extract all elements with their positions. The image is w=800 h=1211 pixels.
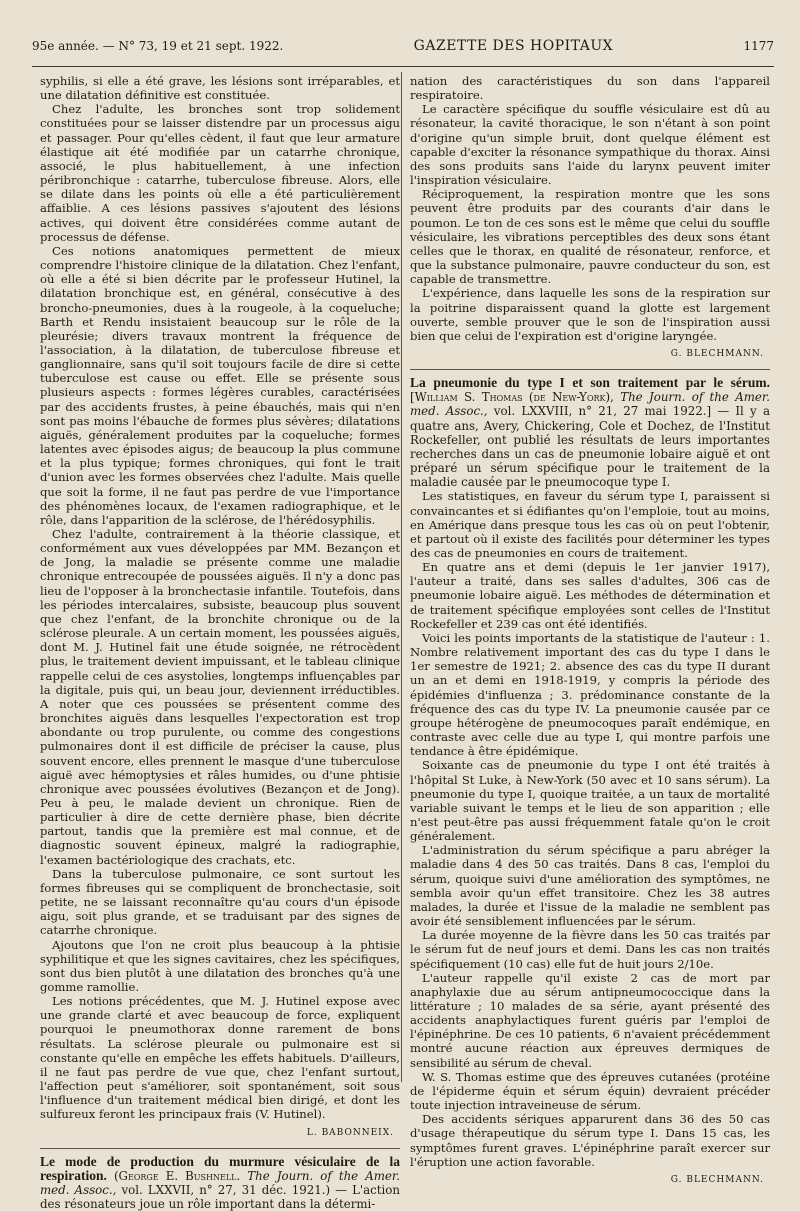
right-column: [410, 74, 770, 1195]
paragraph: L'auteur rappelle qu'il existe 2 cas de mort par anaphylaxie due au sérum antipneumococcique dans la littérature ; 10 malades de sa série, ayant présenté des accidents anaphylactiques furent guéris par l'emploi de l'épinéphrine. De ces 10 patients, 6 n'avaient précédemment montré aucune réaction aux épreuves dermiques de sensibilité au sérum de cheval.: [410, 970, 770, 1070]
paragraph: Ces notions anatomiques permettent de mieux comprendre l'histoire clinique de la dilatation. Chez l'enfant, où elle a été si bien décrite par le professeur Hutinel, la dilatation bronchique est, en général, consécutive à des broncho-pneumonies, dues à la rougeole, à la coqueluche; Barth et Rendu insistaient beaucoup sur le rôle de la pleurésie; divers travaux montrent la fréquence de l'association, à la dilatation, de tuberculose fibreuse et ganglionnaire, sans qu'il soit toujours facile de dire si cette tuberculose est cause ou effet. Elle se présente sous plusieurs aspects : formes légères curables, caractérisées par des accidents frustes, à peine ébauchés, mais qui n'en sont pas moins l'ébauche de formes plus sévères; dilatations aiguës, généralement produites par la coqueluche; formes latentes avec épisodes aigus; de beaucoup la plus commune et la plus typique; formes chroniques, qui font le trait d'union avec les formes observées chez l'adulte. Mais quelle que soit la forme, il ne faut pas perdre de vue l'importance des phénomènes locaux, de l'examen radiographique, et le rôle, dans l'apparition de la sclérose, de l'hérédosyphilis.: [40, 243, 400, 527]
paragraph: Le caractère spécifique du souffle vésiculaire est dû au résonateur, la cavité thoracique, le son n'étant à son point d'origine qu'un simple bruit, dont quelque élément est capable d'exciter la résonance sympathique du thorax. Ainsi des sons produits sans l'aide du larynx peuvent imiter l'inspiration vésiculaire.: [410, 102, 770, 188]
article-title: Le mode de production du murmure vésiculaire de la respiration.: [40, 1153, 400, 1183]
article-heading: [410, 376, 770, 489]
article-journal: The Journ. of the Amer. med. Assoc.,: [410, 390, 770, 419]
paragraph: syphilis, si elle a été grave, les lésions sont irréparables, et une dilatation définitive est constituée.: [40, 74, 400, 103]
article-citation: vol. LXXVIII, n° 21, 27 mai 1922.] — Il y a quatre ans, Avery, Chickering, Cole et Dochez, de l'Institut Rockefeller, ont publié les résultats de leurs importantes recherches dans un cas de pneumonie lobaire aiguë et ont préparé un sérum spécifique pour le traitement de la maladie causée par le pneumocoque type I.: [410, 404, 771, 490]
article-citation: vol. LXXVII, n° 27, 31 déc. 1921.) — L'action des résonateurs joue un rôle important dans la détermi-: [40, 1183, 400, 1211]
paragraph: Dans la tuberculose pulmonaire, ce sont surtout les formes fibreuses qui se compliquent de bronchectasie, soit petite, ne se laissant reconnaître qu'au cours d'un épisode aigu, soit plus grande, et se traduisant par des signes de catarrhe chronique.: [40, 866, 400, 938]
article-separator: [40, 1148, 400, 1149]
paragraph: Réciproquement, la respiration montre que les sons peuvent être produits par des courants d'air dans le poumon. Le ton de ces sons est le même que celui du souffle vésiculaire, les vibrations perceptibles des deux sons étant celles que le thorax, en qualité de résonateur, renforce, et que la substance pulmonaire, pauvre conducteur du son, est capable de transmettre.: [410, 187, 770, 287]
column-divider: [401, 72, 402, 1082]
paragraph: Les statistiques, en faveur du sérum type I, paraissent si convaincantes et si édifiantes qu'on l'emploie, tout au moins, en Amérique dans presque tous les cas où on peut l'obtenir, et partout où il existe des facilités pour déterminer les types des cas de pneumonies en cours de traitement.: [410, 489, 770, 560]
article-separator: [410, 369, 770, 370]
article-title: La pneumonie du type I et son traitement par le sérum.: [410, 375, 770, 391]
article-heading: [40, 1155, 400, 1211]
signature: G. BLECHMANN.: [670, 348, 764, 359]
page-number: 1177: [743, 39, 774, 53]
article-author: [William S. Thomas (de New-York),: [410, 390, 614, 405]
paragraph: Ajoutons que l'on ne croit plus beaucoup à la phtisie syphilitique et que les signes cavitaires, chez les spécifiques, sont dus bien plutôt à une dilatation des bronches qu'à une gomme ramollie.: [40, 937, 400, 994]
signature: L. BABONNEIX.: [306, 1127, 394, 1138]
article-author: (George E. Bushnell.: [113, 1168, 241, 1183]
issue-line: 95e année. — N° 73, 19 et 21 sept. 1922.: [32, 39, 284, 53]
paragraph: La durée moyenne de la fièvre dans les 50 cas traités par le sérum fut de neuf jours et demi. Dans les cas non traités spécifiquement (10 cas) elle fut de huit jours 2/10e.: [410, 928, 770, 971]
paragraph: Des accidents sériques apparurent dans 36 des 50 cas d'usage thérapeutique du sérum type I. Dans 15 cas, les symptômes furent graves. L'épinéphrine paraît exercer sur l'éruption une action favorable.: [410, 1112, 770, 1169]
paragraph: Chez l'adulte, contrairement à la théorie classique, et conformément aux vues développées par MM. Bezançon et de Jong, la maladie se présente comme une maladie chronique entrecoupée de poussées aiguës. Il n'y a donc pas lieu de l'opposer à la bronchectasie infantile. Toutefois, dans les périodes intercalaires, subsiste, beaucoup plus souvent que chez l'enfant, de la bronchite chronique ou de la sclérose pleurale. A un certain moment, les poussées aiguës, dont M. J. Hutinel fait une étude soignée, ne rétrocèdent plus, le traitement devient impuissant, et le tableau clinique rappelle celui de ces asystolies, longtemps influençables par la digitale, puis qui, un beau jour, deviennent irréductibles. A noter que ces poussées se présentent comme des bronchites aiguës dans lesquelles l'expectoration est trop abondante ou trop purulente, ou comme des congestions pulmonaires dont il est difficile de préciser la cause, plus souvent encore, elles prennent le masque d'une tuberculose aiguë avec hémoptysies et râles humides, ou d'une phtisie chronique avec poussées évolutives (Bezançon et de Jong). Peu à peu, le malade devient un chronique. Rien de particulier à dire de cette dernière phase, bien décrite partout, tandis que la première est mal connue, et de diagnostic souvent épineux, malgré la radiographie, l'examen bactériologique des crachats, etc.: [40, 527, 400, 867]
page-header: [32, 38, 774, 60]
paragraph: En quatre ans et demi (depuis le 1er janvier 1917), l'auteur a traité, dans ses salles d'adultes, 306 cas de pneumonie lobaire aiguë. Les méthodes de détermination et de traitement spécifique employées sont celles de l'Institut Rockefeller et 239 cas ont été identifiés.: [410, 560, 770, 631]
paragraph: L'administration du sérum spécifique a paru abréger la maladie dans 4 des 50 cas traités. Dans 8 cas, l'emploi du sérum, quoique suivi d'une amélioration des symptômes, ne sembla avoir qu'un effet transitoire. Chez les 38 autres malades, la durée et l'issue de la maladie ne semblent pas avoir été sensiblement influencées par le sérum.: [410, 843, 770, 929]
article-journal: The Journ. of the Amer. med. Assoc.,: [40, 1168, 401, 1198]
paragraph: Chez l'adulte, les bronches sont trop solidement constituées pour se laisser distendre par un processus aigu et passager. Pour qu'elles cèdent, il faut que leur armature élastique ait été modifiée par un catarrhe chronique, associé, le plus habituellement, à une infection péribronchique : catarrhe, tuberculose fibreuse. Alors, elle se dilate dans les points où elle a été particulièrement affaiblie. A ces lésions passives s'ajoutent des lésions actives, qui doivent être considérées comme autant de processus de défense.: [40, 102, 400, 244]
paragraph: W. S. Thomas estime que des épreuves cutanées (protéine de l'épiderme équin et sérum équin) devraient précéder toute injection intraveineuse de sérum.: [410, 1069, 770, 1113]
journal-title: GAZETTE DES HOPITAUX: [413, 38, 614, 54]
paragraph: Les notions précédentes, que M. J. Hutinel expose avec une grande clarté et avec beaucoup de force, expliquent pourquoi le pneumothorax donne rarement de bons résultats. La sclérose pleurale ou pulmonaire est si constante qu'elle en empêche les effets habituels. D'ailleurs, il ne faut pas perdre de vue que, chez l'enfant surtout, l'affection peut s'améliorer, soit spontanément, soit sous l'influence d'un traitement médical bien dirigé, et dont les sulfureux feront les principaux frais (V. Hutinel).: [40, 994, 400, 1122]
paragraph: L'expérience, dans laquelle les sons de la respiration sur la poitrine disparaissent quand la glotte est largement ouverte, semble prouver que le son de l'inspiration aussi bien que celui de l'expiration est d'origine laryngée.: [410, 286, 770, 343]
signature: G. BLECHMANN.: [670, 1174, 764, 1185]
header-rule: [32, 66, 774, 68]
paragraph: Voici les points importants de la statistique de l'auteur : 1. Nombre relativement important des cas du type I dans le 1er semestre de 1921; 2. absence des cas du type II durant un an et demi en 1918-1919, y compris la période des épidémies d'influenza ; 3. prédominance constante de la fréquence des cas du type IV. La pneumonie causée par ce groupe hétérogène de pneumocoques paraît endémique, en contraste avec celle due au type I, qui montre parfois une tendance à être épidémique.: [410, 630, 770, 759]
left-column: [40, 74, 400, 1211]
paragraph: nation des caractéristiques du son dans l'appareil respiratoire.: [410, 74, 770, 103]
paragraph: Soixante cas de pneumonie du type I ont été traités à l'hôpital St Luke, à New-York (50 avec et 10 sans sérum). La pneumonie du type I, quoique traitée, a un taux de mortalité variable suivant le temps et le lieu de son apparition ; elle n'est peut-être pas aussi fréquemment fatale qu'on le croit généralement.: [410, 758, 770, 844]
